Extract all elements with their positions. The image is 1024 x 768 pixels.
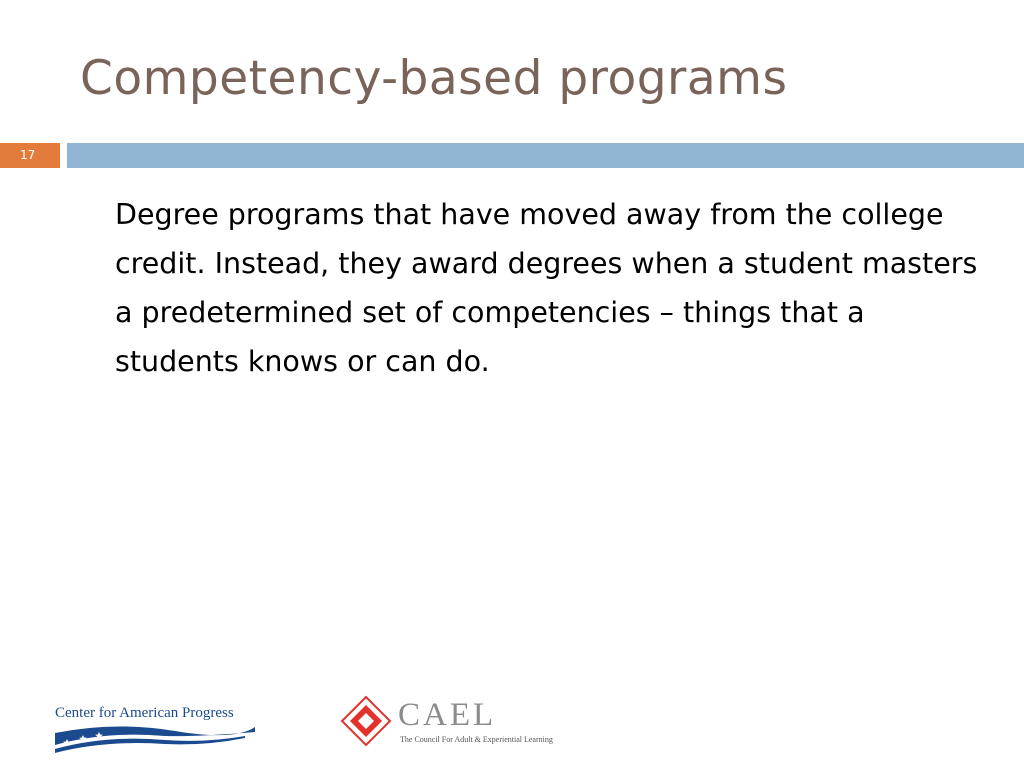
slide-number: 17 bbox=[0, 143, 60, 168]
slide-body-text: Degree programs that have moved away from the college credit. Instead, they award degrees when a student masters a predetermined set of competencies – things that a students knows or can do. bbox=[115, 198, 978, 378]
cael-logo bbox=[340, 695, 580, 750]
header-divider-bar bbox=[67, 143, 1024, 168]
cael-logo-tagline: The Council For Adult & Experiential Learning bbox=[400, 735, 553, 744]
flag-wave-icon bbox=[55, 723, 255, 755]
slide-title: Competency-based programs bbox=[80, 51, 788, 106]
cap-logo-text: Center for American Progress bbox=[55, 705, 234, 721]
cael-logo-name: CAEL bbox=[398, 697, 497, 733]
center-for-american-progress-logo bbox=[55, 705, 255, 755]
cael-diamond-icon bbox=[340, 695, 392, 747]
